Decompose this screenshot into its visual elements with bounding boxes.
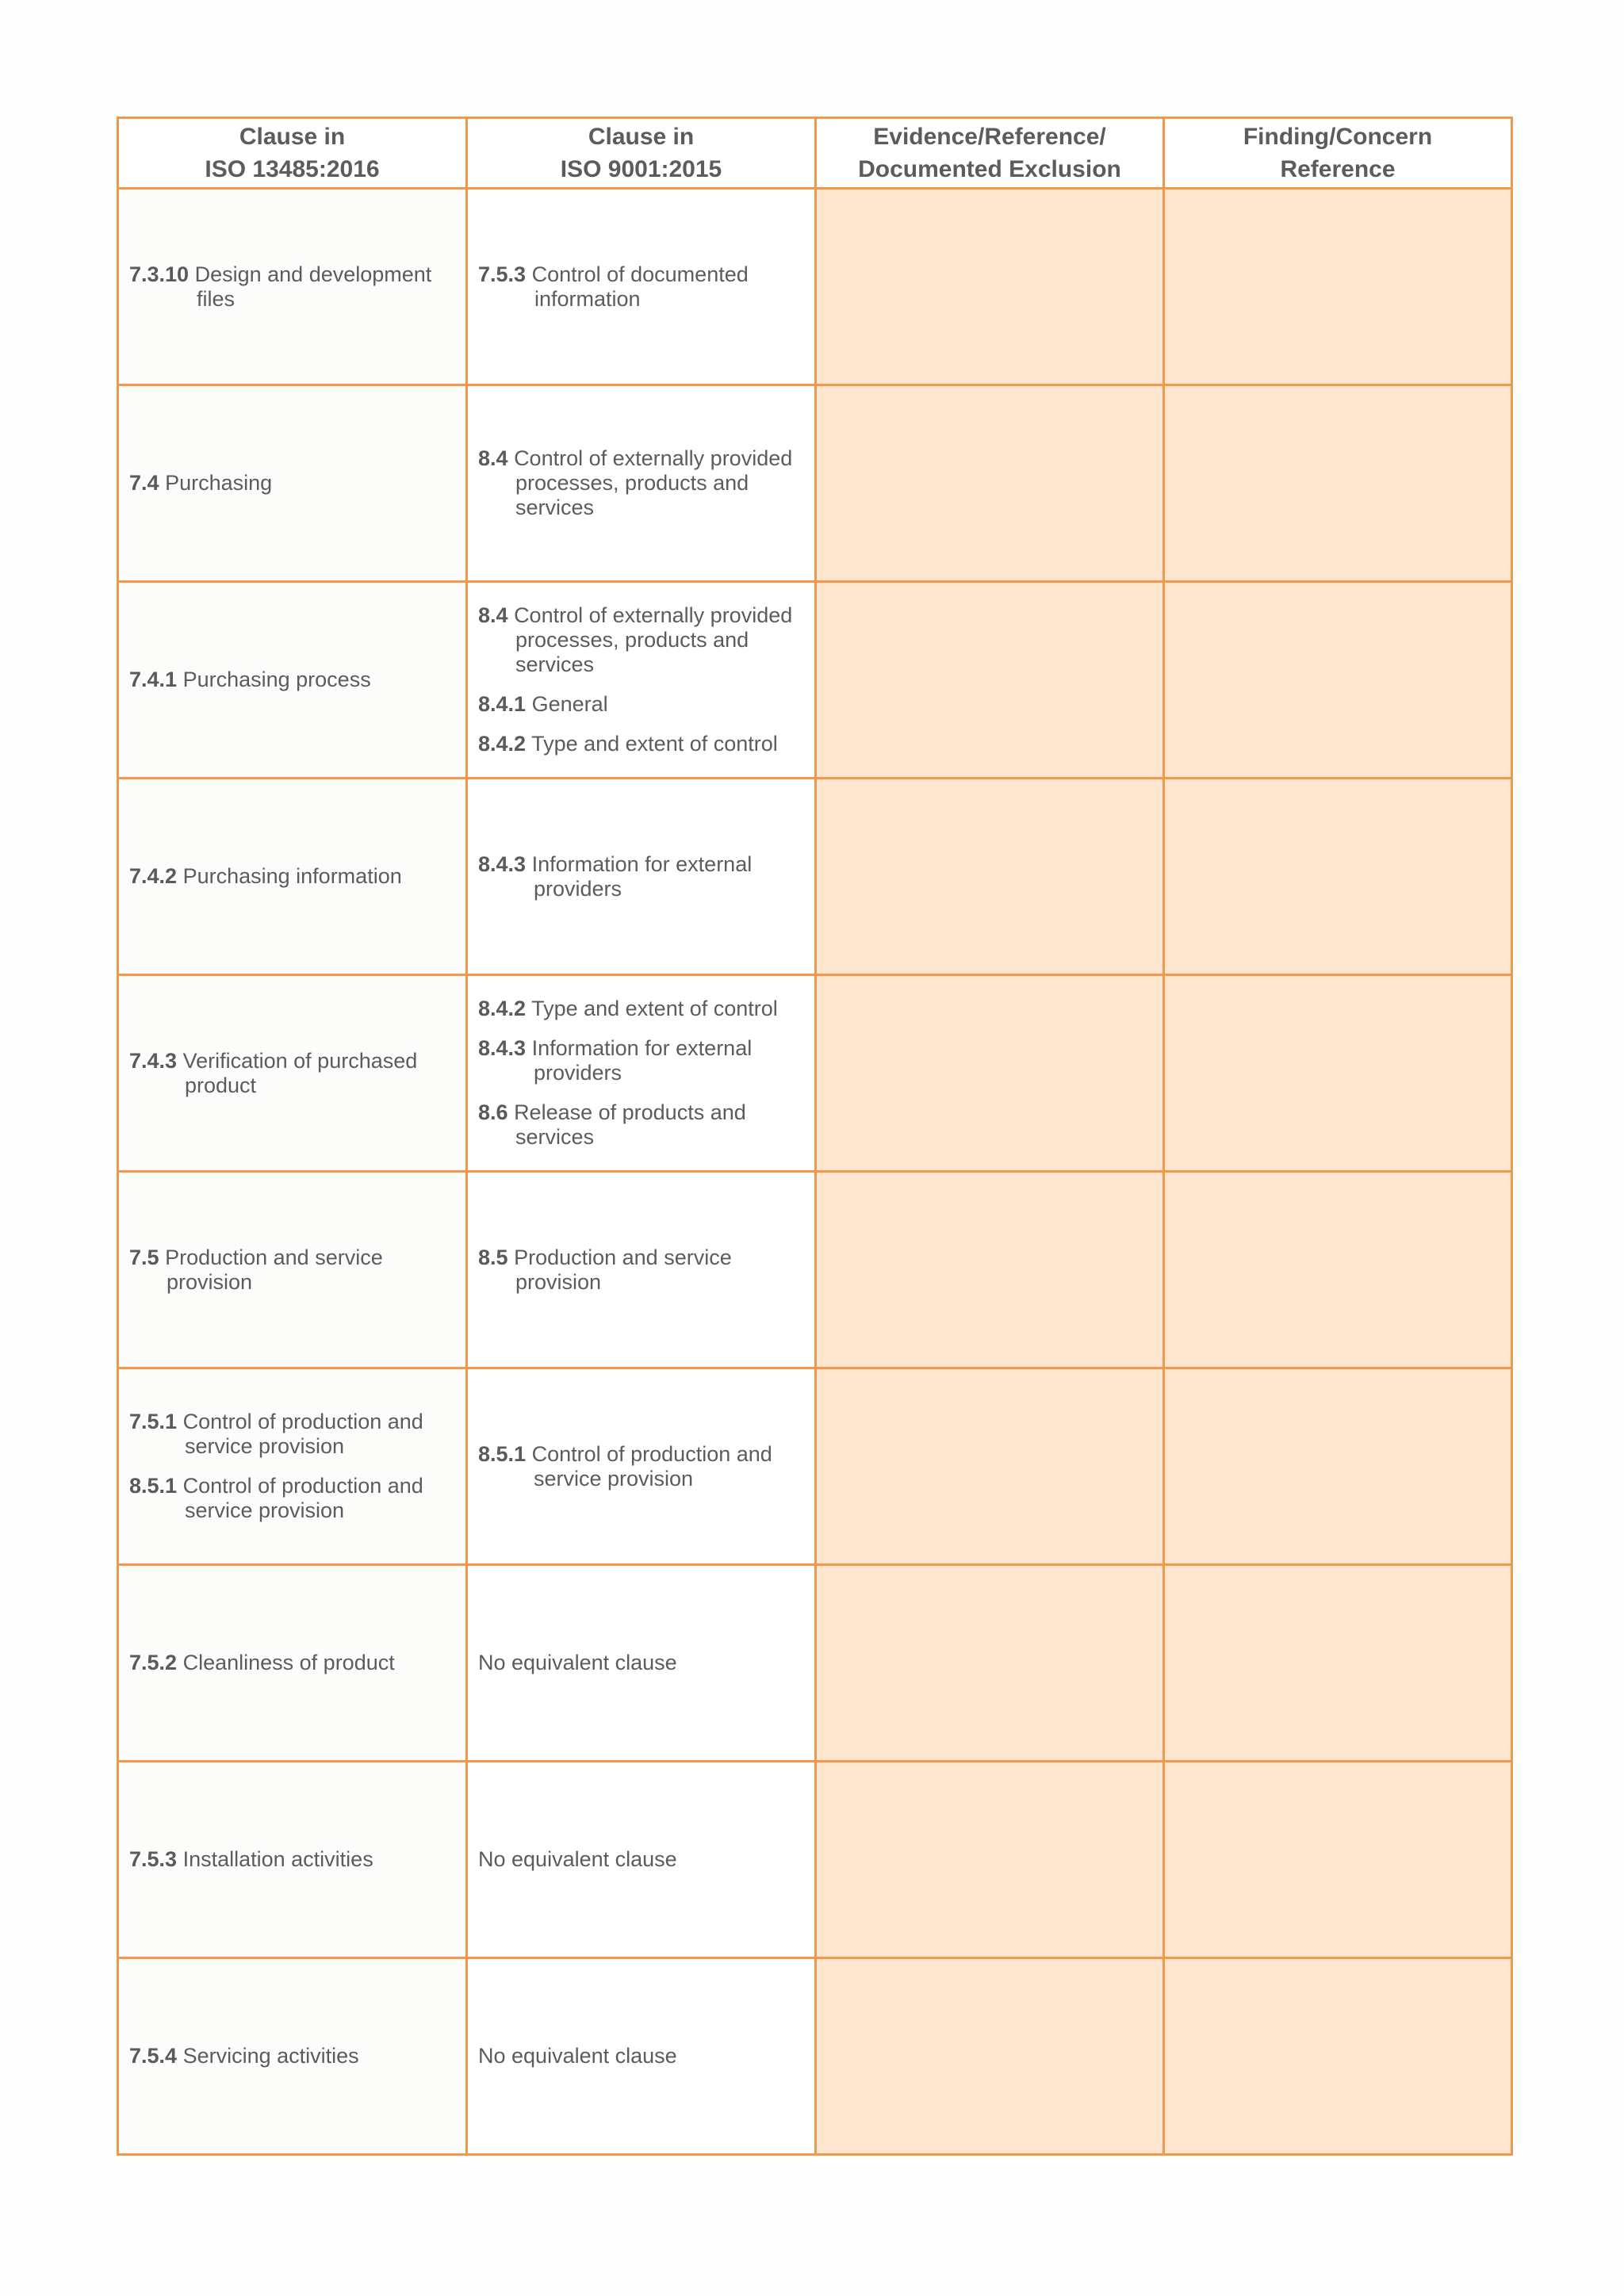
header-iso13485-line2: ISO 13485:2016 — [205, 156, 380, 182]
evidence-cell[interactable] — [816, 975, 1164, 1172]
evidence-cell[interactable] — [816, 1172, 1164, 1368]
clause-entry — [129, 1049, 456, 1098]
iso9001-cell — [467, 779, 816, 975]
clause-title: Control of production and service provision — [531, 1441, 772, 1490]
evidence-cell[interactable] — [816, 1368, 1164, 1565]
iso13485-cell — [118, 1565, 467, 1762]
clause-entry — [478, 1442, 805, 1491]
iso9001-cell — [467, 385, 816, 582]
table-row — [118, 1368, 1512, 1565]
iso13485-cell — [118, 975, 467, 1172]
clause-title: Installation activities — [182, 1847, 373, 1871]
finding-cell[interactable] — [1164, 1762, 1512, 1958]
clause-title: Information for external providers — [531, 1036, 753, 1085]
finding-cell[interactable] — [1164, 975, 1512, 1172]
clause-title: Control of production and service provision — [182, 1474, 423, 1522]
clause-entry — [478, 603, 805, 677]
iso9001-cell — [467, 582, 816, 779]
clause-number: 7.5.4 — [129, 2044, 178, 2068]
clause-title: Purchasing information — [182, 864, 402, 888]
clause-number: 7.3.10 — [129, 262, 190, 286]
iso13485-cell — [118, 1762, 467, 1958]
clause-title: Purchasing process — [182, 668, 371, 691]
clause-number: 7.5 — [129, 1245, 159, 1269]
no-equivalent-text: No equivalent clause — [478, 2044, 677, 2068]
clause-title: Servicing activities — [182, 2044, 359, 2068]
header-finding-line1: Finding/Concern — [1243, 124, 1433, 150]
clause-title: Release of products and services — [514, 1100, 746, 1149]
header-evidence — [816, 118, 1164, 189]
iso13485-cell — [118, 779, 467, 975]
iso13485-cell — [118, 385, 467, 582]
table-header-row — [118, 118, 1512, 189]
header-evidence-line1: Evidence/Reference/ — [873, 124, 1106, 150]
clause-number: 8.4 — [478, 603, 508, 627]
table-row — [118, 385, 1512, 582]
clause-entry — [129, 1474, 456, 1523]
clause-number: 8.4.2 — [478, 997, 527, 1020]
clause-title: General — [531, 692, 608, 716]
no-equivalent-text: No equivalent clause — [478, 1847, 677, 1871]
iso9001-cell — [467, 189, 816, 385]
header-finding-line2: Reference — [1280, 156, 1396, 182]
clause-number: 8.4.3 — [478, 1036, 527, 1060]
clause-number: 8.4.3 — [478, 851, 527, 876]
clause-title: Purchasing — [165, 471, 273, 495]
finding-cell[interactable] — [1164, 1958, 1512, 2155]
evidence-cell[interactable] — [816, 385, 1164, 582]
evidence-cell[interactable] — [816, 1565, 1164, 1762]
clause-number: 8.4 — [478, 446, 508, 470]
evidence-cell[interactable] — [816, 1958, 1164, 2155]
clause-entry — [129, 262, 456, 312]
iso13485-cell — [118, 189, 467, 385]
finding-cell[interactable] — [1164, 189, 1512, 385]
clause-number: 8.4.2 — [478, 732, 527, 756]
finding-cell[interactable] — [1164, 582, 1512, 779]
table-row — [118, 975, 1512, 1172]
clause-entry — [129, 2044, 456, 2068]
clause-number: 7.4.3 — [129, 1048, 178, 1073]
clause-number: 7.4.2 — [129, 864, 178, 888]
iso9001-cell — [467, 1172, 816, 1368]
clause-number: 7.5.3 — [478, 262, 527, 286]
clause-title: Production and service provision — [514, 1245, 732, 1294]
header-iso13485-line1: Clause in — [239, 124, 346, 150]
clause-number: 8.5 — [478, 1245, 508, 1269]
iso13485-cell — [118, 1172, 467, 1368]
finding-cell[interactable] — [1164, 385, 1512, 582]
clause-title: Production and service provision — [165, 1245, 383, 1294]
clause-entry — [478, 262, 805, 312]
clause-title: Information for external providers — [531, 851, 753, 901]
evidence-cell[interactable] — [816, 189, 1164, 385]
table-row — [118, 1565, 1512, 1762]
header-iso9001-line2: ISO 9001:2015 — [560, 156, 722, 182]
table-row — [118, 189, 1512, 385]
evidence-cell[interactable] — [816, 582, 1164, 779]
iso9001-cell — [467, 1958, 816, 2155]
table-row — [118, 582, 1512, 779]
table-row — [118, 1172, 1512, 1368]
clause-entry — [129, 1651, 456, 1675]
clause-title: Control of production and service provision — [182, 1410, 423, 1458]
clause-title: Control of externally provided processes, products and services — [514, 603, 793, 676]
clause-title: Control of externally provided processes, products and services — [514, 446, 793, 519]
clause-title: Design and development files — [194, 262, 432, 311]
table-row — [118, 1762, 1512, 1958]
clause-entry — [478, 732, 805, 756]
clause-entry — [129, 864, 456, 889]
clause-entry — [478, 1100, 805, 1150]
clause-title: Control of documented information — [531, 262, 749, 311]
clause-entry — [478, 852, 805, 901]
clause-entry — [129, 1246, 456, 1295]
clause-entry — [129, 471, 456, 496]
header-iso13485 — [118, 118, 467, 189]
clause-entry — [478, 1246, 805, 1295]
clause-entry — [478, 997, 805, 1021]
evidence-cell[interactable] — [816, 1762, 1164, 1958]
evidence-cell[interactable] — [816, 779, 1164, 975]
table-row — [118, 779, 1512, 975]
header-iso9001 — [467, 118, 816, 189]
clause-title: Type and extent of control — [531, 997, 778, 1020]
no-equivalent-text: No equivalent clause — [478, 1651, 677, 1674]
clause-number: 7.4.1 — [129, 668, 178, 691]
finding-cell[interactable] — [1164, 1565, 1512, 1762]
clause-entry — [478, 1036, 805, 1085]
clause-number: 7.4 — [129, 471, 159, 495]
header-evidence-line2: Documented Exclusion — [858, 156, 1121, 182]
clause-entry — [129, 668, 456, 692]
iso13485-cell — [118, 1368, 467, 1565]
header-iso9001-line1: Clause in — [588, 124, 695, 150]
iso9001-cell — [467, 975, 816, 1172]
iso9001-cell — [467, 1565, 816, 1762]
iso13485-cell — [118, 582, 467, 779]
header-finding — [1164, 118, 1512, 189]
clause-number: 8.4.1 — [478, 692, 527, 716]
clause-number: 8.5.1 — [129, 1474, 178, 1498]
finding-cell[interactable] — [1164, 779, 1512, 975]
clause-number: 7.5.3 — [129, 1847, 178, 1871]
clause-number: 7.5.2 — [129, 1651, 178, 1674]
iso13485-cell — [118, 1958, 467, 2155]
table-body — [118, 189, 1512, 2155]
clause-title: Cleanliness of product — [182, 1651, 395, 1674]
clause-entry — [129, 1847, 456, 1872]
clause-title: Verification of purchased product — [182, 1048, 418, 1097]
table-row — [118, 1958, 1512, 2155]
finding-cell[interactable] — [1164, 1368, 1512, 1565]
iso9001-cell — [467, 1762, 816, 1958]
clause-entry — [129, 1410, 456, 1459]
clause-number: 8.5.1 — [478, 1441, 527, 1466]
clause-mapping-table — [117, 117, 1513, 2156]
clause-entry — [478, 446, 805, 520]
iso9001-cell — [467, 1368, 816, 1565]
finding-cell[interactable] — [1164, 1172, 1512, 1368]
clause-number: 8.6 — [478, 1100, 508, 1124]
clause-entry — [478, 692, 805, 717]
clause-number: 7.5.1 — [129, 1410, 178, 1433]
clause-title: Type and extent of control — [531, 732, 778, 756]
